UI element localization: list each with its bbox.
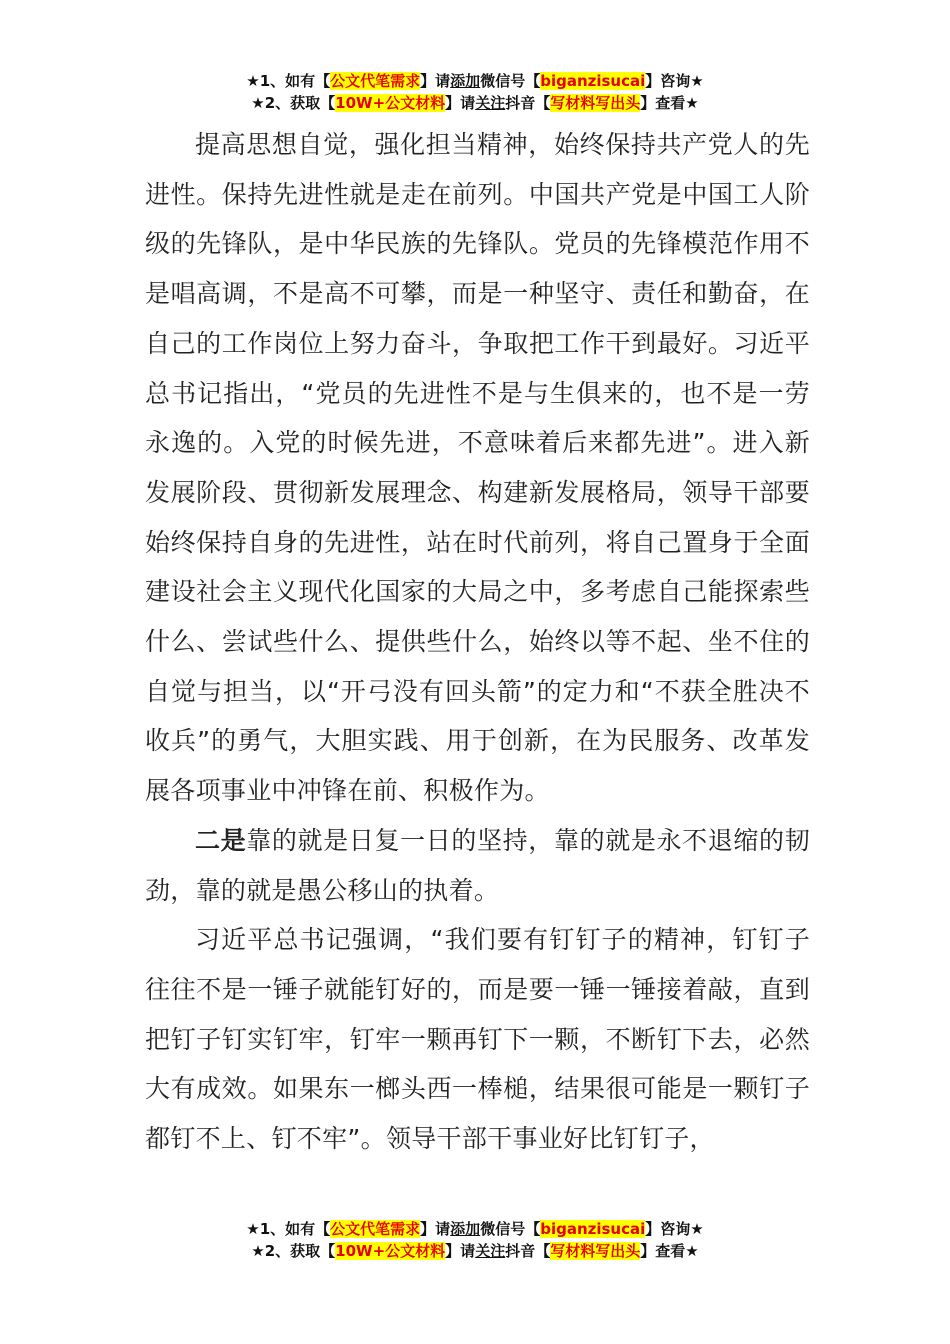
underlined-text: 关注	[475, 1242, 506, 1260]
banner-text: 】咨询	[645, 72, 691, 90]
banner-text: 2、获取【	[264, 1242, 336, 1260]
highlight-materials: 10W+公文材料	[335, 94, 446, 112]
highlight-materials: 10W+公文材料	[335, 1242, 446, 1260]
banner-text: 2、获取【	[264, 94, 336, 112]
banner-text: 】请	[420, 1220, 451, 1238]
document-body	[145, 120, 810, 1164]
highlight-service: 公文代笔需求	[330, 72, 421, 90]
header-banner	[0, 70, 950, 114]
banner-line-2	[0, 92, 950, 114]
banner-text: 抖音【	[505, 94, 551, 112]
star-icon: ★	[685, 94, 699, 112]
banner-text: 1、如有【	[259, 1220, 331, 1238]
paragraph-text: 靠的就是日复一日的坚持，靠的就是永不退缩的韧劲，靠的就是愚公移山的执着。	[145, 825, 810, 905]
star-icon: ★	[685, 1242, 699, 1260]
highlight-service: 公文代笔需求	[330, 1220, 421, 1238]
banner-text: 】查看	[640, 94, 686, 112]
footer-banner	[0, 1218, 950, 1262]
paragraph: 习近平总书记强调，“我们要有钉钉子的精神，钉钉子往往不是一锤子就能钉好的，而是要一锤一锤接着敲，直到把钉子钉实钉牢，钉牢一颗再钉下一颗，不断钉下去，必然大有成效。如果东一榔头西一棒槌，结果很可能是一颗钉子都钉不上、钉不牢”。领导干部干事业好比钉钉子，	[145, 925, 810, 1154]
banner-text: 】请	[445, 94, 476, 112]
star-icon: ★	[246, 72, 260, 90]
banner-text: 】查看	[640, 1242, 686, 1260]
underlined-text: 添加	[450, 1220, 481, 1238]
highlight-wechat-id: biganzisucai	[540, 1220, 646, 1238]
star-icon: ★	[251, 1242, 265, 1260]
underlined-text: 添加	[450, 72, 481, 90]
star-icon: ★	[690, 1220, 704, 1238]
star-icon: ★	[251, 94, 265, 112]
highlight-douyin-account: 写材料写出头	[550, 94, 641, 112]
star-icon: ★	[690, 72, 704, 90]
star-icon: ★	[246, 1220, 260, 1238]
banner-text: 】请	[420, 72, 451, 90]
banner-text: 】咨询	[645, 1220, 691, 1238]
banner-line-2	[0, 1240, 950, 1262]
underlined-text: 关注	[475, 94, 506, 112]
banner-text: 抖音【	[505, 1242, 551, 1260]
bold-lead: 二是	[195, 825, 247, 855]
highlight-douyin-account: 写材料写出头	[550, 1242, 641, 1260]
banner-text: 微信号【	[480, 1220, 541, 1238]
banner-line-1	[0, 70, 950, 92]
banner-line-1	[0, 1218, 950, 1240]
banner-text: 1、如有【	[259, 72, 331, 90]
banner-text: 】请	[445, 1242, 476, 1260]
banner-text: 微信号【	[480, 72, 541, 90]
highlight-wechat-id: biganzisucai	[540, 72, 646, 90]
paragraph	[145, 816, 810, 915]
paragraph: 提高思想自觉，强化担当精神，始终保持共产党人的先进性。保持先进性就是走在前列。中国共产党是中国工人阶级的先锋队，是中华民族的先锋队。党员的先锋模范作用不是唱高调，不是高不可攀，而是一种坚守、责任和勤奋，在自己的工作岗位上努力奋斗，争取把工作干到最好。习近平总书记指出，“党员的先进性不是与生俱来的，也不是一劳永逸的。入党的时候先进，不意味着后来都先进”。进入新发展阶段、贯彻新发展理念、构建新发展格局，领导干部要始终保持自身的先进性，站在时代前列，将自己置身于全面建设社会主义现代化国家的大局之中，多考虑自己能探索些什么、尝试些什么、提供些什么，始终以等不起、坐不住的自觉与担当，以“开弓没有回头箭”的定力和“不获全胜决不收兵”的勇气，大胆实践、用于创新，在为民服务、改革发展各项事业中冲锋在前、积极作为。	[145, 130, 810, 806]
